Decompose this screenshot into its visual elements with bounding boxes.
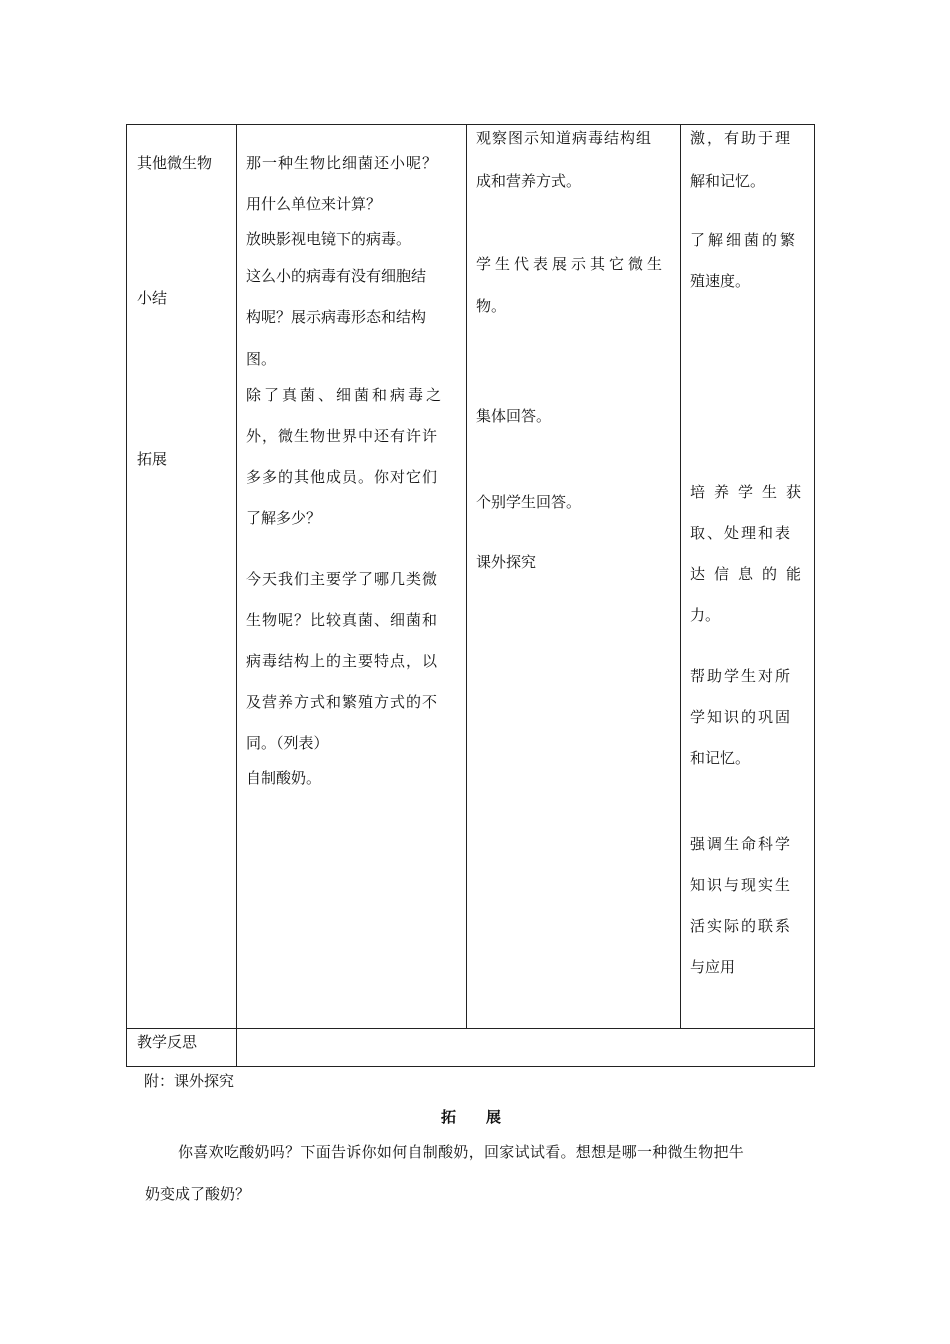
- teacher-line: 除了真菌、细菌和病毒之: [246, 386, 445, 404]
- table-row-divider: [126, 1028, 815, 1029]
- intent-line: 殖速度。: [690, 272, 751, 290]
- teacher-line: 今天我们主要学了哪几类微: [246, 570, 439, 588]
- teacher-line: 用什么单位来计算？: [246, 195, 382, 213]
- student-line: 观察图示知道病毒结构组: [476, 129, 653, 147]
- teacher-line: 自制酸奶。: [246, 769, 322, 787]
- table-col-divider-3: [680, 124, 681, 1029]
- intent-line: 培养学生获: [690, 483, 811, 501]
- section-title: 拓 展: [441, 1108, 502, 1126]
- table-col-divider-1: [236, 124, 237, 1067]
- intent-line: 帮助学生对所: [690, 667, 793, 685]
- appendix-label: 附：课外探究: [144, 1072, 235, 1090]
- teacher-line: 及营养方式和繁殖方式的不: [246, 693, 439, 711]
- student-line: 成和营养方式。: [476, 172, 582, 190]
- teacher-line: 图。: [246, 350, 277, 368]
- intent-line: 激，有助于理: [690, 129, 793, 147]
- teacher-line: 放映影视电镜下的病毒。: [246, 230, 412, 248]
- student-line: 课外探究: [476, 553, 537, 571]
- table-top-border: [126, 124, 815, 125]
- teacher-line: 那一种生物比细菌还小呢？: [246, 154, 439, 172]
- intent-line: 和记忆。: [690, 749, 751, 767]
- paragraph-line: 你喜欢吃酸奶吗？下面告诉你如何自制酸奶，回家试试看。想想是哪一种微生物把牛: [178, 1143, 745, 1161]
- student-line: 集体回答。: [476, 407, 552, 425]
- label-other-microbes: 其他微生物: [137, 154, 213, 172]
- teacher-line: 病毒结构上的主要特点，以: [246, 652, 439, 670]
- teacher-line: 外，微生物世界中还有许许: [246, 427, 439, 445]
- intent-line: 活实际的联系: [690, 917, 793, 935]
- teacher-line: 构呢？展示病毒形态和结构: [246, 308, 427, 326]
- intent-line: 强调生命科学: [690, 835, 793, 853]
- intent-line: 达信息的能: [690, 565, 811, 583]
- intent-line: 解和记忆。: [690, 172, 766, 190]
- label-summary: 小结: [137, 289, 168, 307]
- intent-line: 知识与现实生: [690, 876, 793, 894]
- teacher-line: 生物呢？比较真菌、细菌和: [246, 611, 439, 629]
- table-left-border: [126, 124, 127, 1067]
- label-extension: 拓展: [137, 450, 168, 468]
- student-line: 个别学生回答。: [476, 493, 582, 511]
- teacher-line: 了解多少？: [246, 509, 322, 527]
- paragraph-line: 奶变成了酸奶？: [145, 1185, 251, 1203]
- teacher-line: 这么小的病毒有没有细胞结: [246, 267, 427, 285]
- intent-line: 与应用: [690, 958, 736, 976]
- table-col-divider-2: [466, 124, 467, 1029]
- student-line: 物。: [476, 297, 507, 315]
- student-line: 学生代表展示其它微生: [476, 255, 667, 273]
- intent-line: 了解细菌的繁: [690, 231, 799, 249]
- teacher-line: 同。（列表）: [246, 734, 329, 752]
- table-right-border: [814, 124, 815, 1067]
- intent-line: 力。: [690, 606, 721, 624]
- intent-line: 学知识的巩固: [690, 708, 793, 726]
- teacher-line: 多多的其他成员。你对它们: [246, 468, 439, 486]
- table-bottom-border: [126, 1066, 815, 1067]
- label-reflection: 教学反思: [137, 1033, 198, 1051]
- intent-line: 取、处理和表: [690, 524, 793, 542]
